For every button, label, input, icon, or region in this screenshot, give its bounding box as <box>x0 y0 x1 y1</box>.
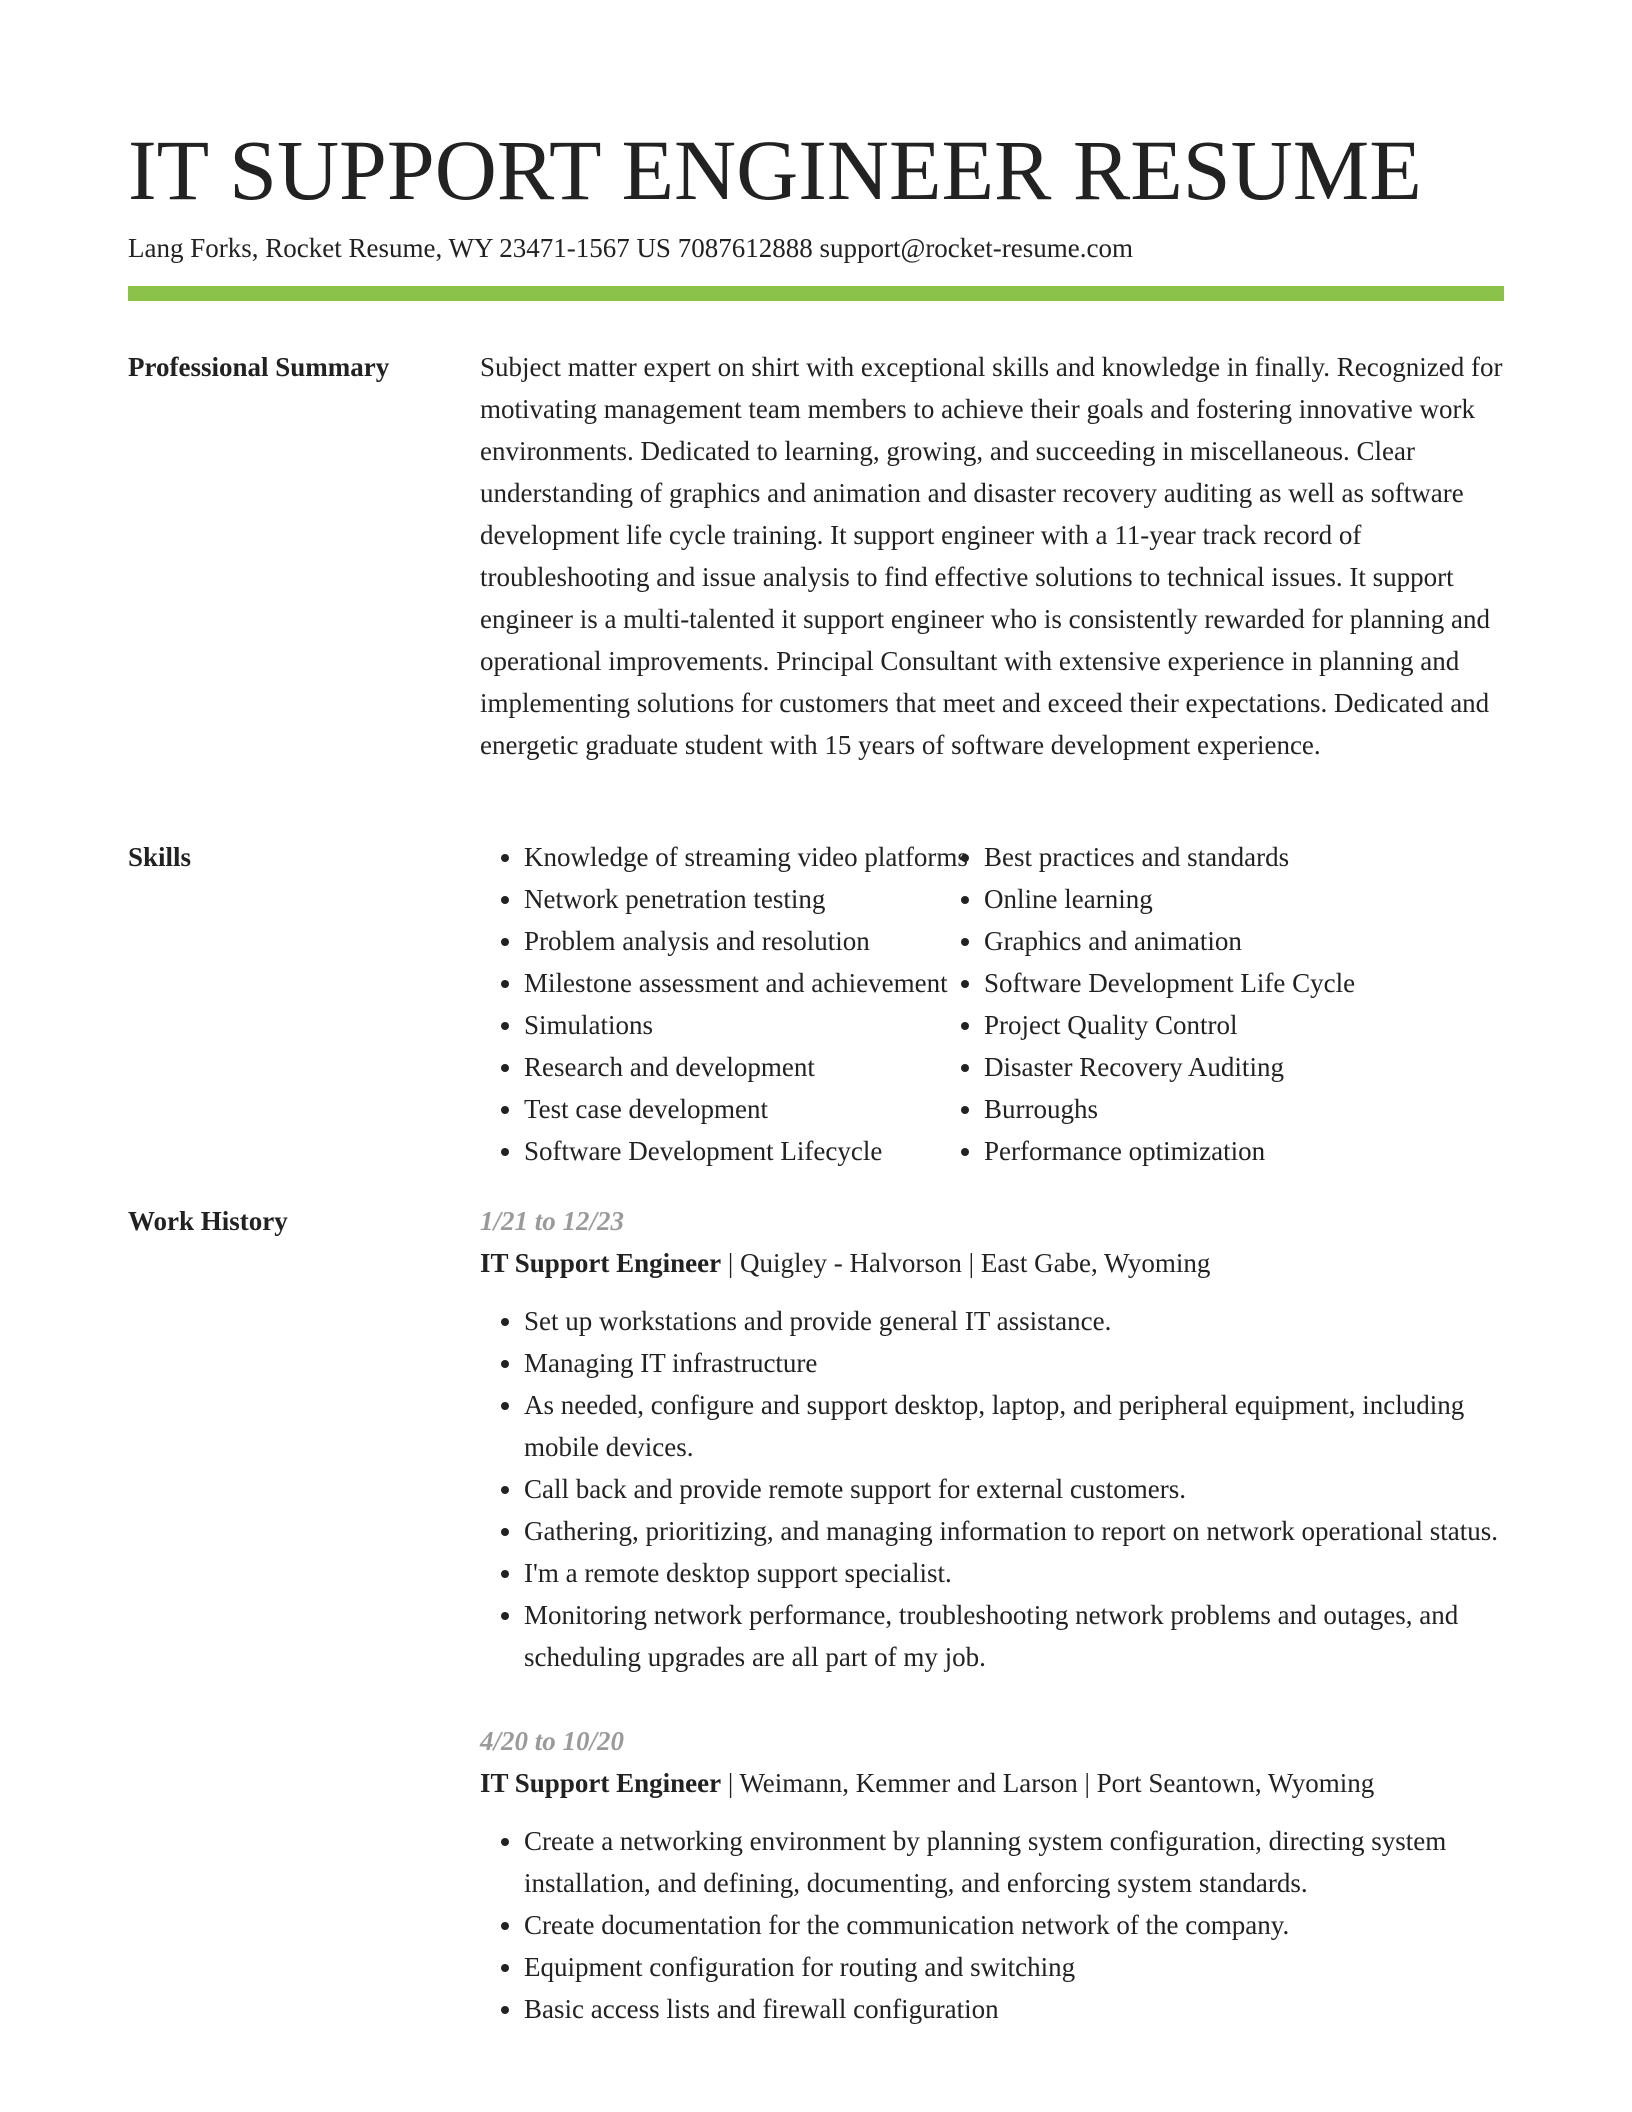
summary-heading: Professional Summary <box>128 352 390 382</box>
skill-item: • Software Development Life Cycle <box>984 962 1500 1004</box>
skill-item: • Network penetration testing <box>524 878 940 920</box>
job-dates: 1/21 to 12/23 <box>480 1206 625 1236</box>
skills-list-left <box>480 836 968 1172</box>
skill-item: • Simulations <box>524 1004 940 1046</box>
summary-body <box>480 346 1504 766</box>
job-bullet: • Monitoring network performance, troubleshooting network problems and outages, and scheduling upgrades are all part of my job. <box>524 1594 1504 1678</box>
job-bullet: • Create documentation for the communication network of the company. <box>524 1904 1504 1946</box>
job-dates: 4/20 to 10/20 <box>480 1726 625 1756</box>
job-bullet: • As needed, configure and support desktop, laptop, and peripheral equipment, including mobile devices. <box>524 1384 1504 1468</box>
contact-phone: 7087612888 <box>677 233 813 263</box>
job-bullet: • Create a networking environment by planning system configuration, directing system installation, and defining, documenting, and enforcing system standards. <box>524 1820 1504 1904</box>
contact-address: Lang Forks, Rocket Resume, WY 23471-1567 US <box>128 233 671 263</box>
job-bullet: • Basic access lists and firewall configuration <box>524 1988 1504 2030</box>
resume-title: IT SUPPORT ENGINEER RESUME <box>128 122 1422 218</box>
contact-email: support@rocket-resume.com <box>819 233 1133 263</box>
skills-columns <box>480 836 1504 1172</box>
skill-item: • Software Development Lifecycle <box>524 1130 940 1172</box>
job-title: IT Support Engineer <box>480 1248 722 1278</box>
job-bullet: • Managing IT infrastructure <box>524 1342 1504 1384</box>
skill-item: • Milestone assessment and achievement <box>524 962 940 1004</box>
skill-item: • Disaster Recovery Auditing <box>984 1046 1500 1088</box>
skill-item: • Research and development <box>524 1046 940 1088</box>
contact-line <box>128 230 1133 266</box>
work-history-heading: Work History <box>128 1206 288 1236</box>
job-entry <box>480 1720 1504 2030</box>
summary-text: Subject matter expert on shirt with exceptional skills and knowledge in finally. Recognized for motivating management team members to achieve their goals and fostering innovative work environments. Dedicated to learning, growing, and succeeding in miscellaneous. Clear understanding of graphics and animation and disaster recovery auditing as well as software development life cycle training. It support engineer with a 11-year track record of troubleshooting and issue analysis to find effective solutions to technical issues. It support engineer is a multi-talented it support engineer who is consistently rewarded for planning and operational improvements. Principal Consultant with extensive experience in planning and implementing solutions for customers that meet and exceed their expectations. Dedicated and energetic graduate student with 15 years of software development experience. <box>480 352 1503 760</box>
skill-item: • Test case development <box>524 1088 940 1130</box>
skill-item: • Knowledge of streaming video platforms <box>524 836 940 878</box>
skill-item: • Burroughs <box>984 1088 1500 1130</box>
job-title: IT Support Engineer <box>480 1768 722 1798</box>
job-bullets <box>480 1820 1504 2030</box>
header-divider <box>128 286 1504 301</box>
job-bullet: • Equipment configuration for routing and switching <box>524 1946 1504 1988</box>
job-bullet: • Set up workstations and provide general IT assistance. <box>524 1300 1504 1342</box>
job-details: | Quigley - Halvorson | East Gabe, Wyoming <box>721 1248 1211 1278</box>
skill-item: • Graphics and animation <box>984 920 1500 962</box>
skill-item: • Performance optimization <box>984 1130 1500 1172</box>
skill-item: • Project Quality Control <box>984 1004 1500 1046</box>
job-bullet: • Gathering, prioritizing, and managing information to report on network operational status. <box>524 1510 1504 1552</box>
skill-item: • Problem analysis and resolution <box>524 920 940 962</box>
job-bullet: • Call back and provide remote support for external customers. <box>524 1468 1504 1510</box>
skills-body <box>480 836 1504 1172</box>
job-details: | Weimann, Kemmer and Larson | Port Seantown, Wyoming <box>721 1768 1375 1798</box>
skill-item: • Best practices and standards <box>984 836 1500 878</box>
skills-list-right <box>940 836 1500 1172</box>
job-bullet: • I'm a remote desktop support specialist. <box>524 1552 1504 1594</box>
work-history-body <box>480 1200 1504 2072</box>
job-bullets <box>480 1300 1504 1678</box>
job-heading <box>480 1762 1504 1804</box>
job-entry <box>480 1200 1504 1678</box>
job-heading <box>480 1242 1504 1284</box>
skill-item: • Online learning <box>984 878 1500 920</box>
skills-heading: Skills <box>128 842 192 872</box>
